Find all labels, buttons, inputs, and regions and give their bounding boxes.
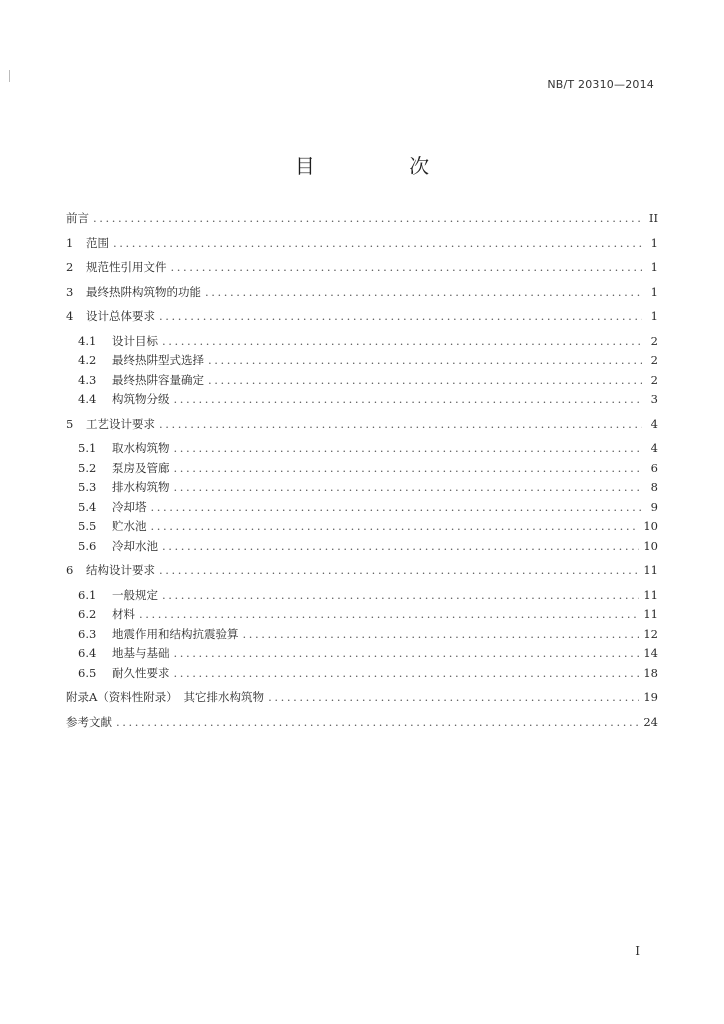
table-of-contents <box>66 209 658 732</box>
dot-leader <box>151 517 640 537</box>
dot-leader <box>174 664 640 684</box>
toc-subentry[interactable] <box>66 625 658 645</box>
toc-entry-page: 12 <box>643 626 658 641</box>
toc-entry-label: 工艺设计要求 <box>86 416 155 431</box>
toc-entry-page: 1 <box>650 260 658 274</box>
toc-entry-page: 1 <box>650 284 658 299</box>
toc-entry-label: 设计目标 <box>112 333 158 348</box>
toc-entry-page: 6 <box>650 460 658 475</box>
toc-subentry[interactable] <box>66 459 658 479</box>
dot-leader <box>93 209 642 229</box>
page-number: I <box>635 944 640 958</box>
toc-entry-number: 5.3 <box>78 480 97 494</box>
dot-leader <box>174 644 640 664</box>
toc-subentry[interactable] <box>66 478 658 498</box>
toc-entry-page: 9 <box>650 499 658 514</box>
toc-entry-page: 11 <box>643 607 658 621</box>
toc-entry-label: 取水构筑物 <box>112 441 170 455</box>
toc-entry-number: 5.5 <box>78 519 97 533</box>
toc-entry-label: 耐久性要求 <box>112 665 170 680</box>
dot-leader <box>162 332 642 352</box>
toc-entry-label: 结构设计要求 <box>86 563 155 577</box>
toc-entry-page: 11 <box>643 587 658 602</box>
toc-entry-page: II <box>648 211 658 225</box>
toc-entry[interactable] <box>66 307 658 327</box>
toc-subentry[interactable] <box>66 605 658 625</box>
dot-leader <box>268 688 639 708</box>
toc-entry-label: 最终热阱容量确定 <box>112 372 204 387</box>
toc-entry-number: 1 <box>66 235 74 250</box>
toc-entry-label: 地震作用和结构抗震验算 <box>112 626 239 641</box>
toc-subentry[interactable] <box>66 517 658 537</box>
toc-entry[interactable] <box>66 283 658 303</box>
toc-entry-number: 5.6 <box>78 538 97 553</box>
toc-subentry[interactable] <box>66 537 658 557</box>
toc-entry-page: 1 <box>650 235 658 250</box>
toc-subentry[interactable] <box>66 644 658 664</box>
toc-entry-number: 6 <box>66 563 74 577</box>
toc-entry-page: 2 <box>650 353 658 367</box>
dot-leader <box>113 234 642 254</box>
dot-leader <box>174 478 643 498</box>
toc-subentry[interactable] <box>66 586 658 606</box>
dot-leader <box>208 371 642 391</box>
dot-leader <box>116 713 639 733</box>
toc-entry-page: 8 <box>650 480 658 494</box>
dot-leader <box>159 561 639 581</box>
toc-entry[interactable] <box>66 688 658 708</box>
toc-entry-label: 前言 <box>66 211 89 225</box>
toc-entry-label: 构筑物分级 <box>112 392 170 406</box>
toc-subentry[interactable] <box>66 390 658 410</box>
toc-entry-label: 规范性引用文件 <box>86 260 167 274</box>
toc-subentry[interactable] <box>66 439 658 459</box>
toc-entry-number: 6.4 <box>78 646 97 660</box>
toc-subentry[interactable] <box>66 498 658 518</box>
toc-entry-page: 10 <box>643 538 658 553</box>
toc-entry[interactable] <box>66 713 658 733</box>
toc-entry-page: 3 <box>650 392 658 406</box>
toc-entry-number: 4.4 <box>78 392 97 406</box>
toc-entry[interactable] <box>66 415 658 435</box>
toc-entry[interactable] <box>66 561 658 581</box>
toc-entry-label: 一般规定 <box>112 587 158 602</box>
toc-subentry[interactable] <box>66 332 658 352</box>
toc-subentry[interactable] <box>66 664 658 684</box>
toc-entry-number: 6.2 <box>78 607 97 621</box>
dot-leader <box>139 605 639 625</box>
toc-entry-number: 5.1 <box>78 441 97 455</box>
toc-entry-number: 4.3 <box>78 372 97 387</box>
toc-entry-page: 2 <box>650 372 658 387</box>
toc-entry[interactable] <box>66 234 658 254</box>
toc-entry-number: 6.3 <box>78 626 97 641</box>
dot-leader <box>151 498 643 518</box>
toc-entry-page: 1 <box>650 309 658 323</box>
toc-entry-label: 设计总体要求 <box>86 309 155 323</box>
toc-entry-page: 24 <box>643 714 658 729</box>
toc-entry-number: 5 <box>66 416 74 431</box>
dot-leader <box>162 586 639 606</box>
toc-subentry[interactable] <box>66 351 658 371</box>
dot-leader <box>208 351 642 371</box>
toc-entry-page: 19 <box>643 690 658 704</box>
toc-entry-page: 18 <box>643 665 658 680</box>
dot-leader <box>243 625 640 645</box>
toc-entry-label: 附录A（资料性附录） 其它排水构筑物 <box>66 690 265 704</box>
dot-leader <box>174 459 643 479</box>
toc-entry-label: 泵房及管廊 <box>112 460 170 475</box>
toc-entry-number: 3 <box>66 284 74 299</box>
toc-entry-number: 2 <box>66 260 74 274</box>
dot-leader <box>162 537 639 557</box>
toc-entry-page: 10 <box>643 519 658 533</box>
standard-code: NB/T 20310—2014 <box>547 78 654 91</box>
toc-entry-label: 冷却水池 <box>112 538 158 553</box>
toc-entry-label: 材料 <box>112 607 135 621</box>
toc-entry-page: 14 <box>643 646 658 660</box>
toc-entry-label: 最终热阱型式选择 <box>112 353 204 367</box>
toc-entry[interactable] <box>66 209 658 229</box>
toc-entry-page: 4 <box>650 441 658 455</box>
toc-entry-number: 5.2 <box>78 460 97 475</box>
toc-entry-label: 冷却塔 <box>112 499 147 514</box>
dot-leader <box>174 390 643 410</box>
toc-entry-label: 最终热阱构筑物的功能 <box>86 284 201 299</box>
toc-entry-number: 6.5 <box>78 665 97 680</box>
toc-entry[interactable] <box>66 258 658 278</box>
toc-entry-page: 11 <box>643 563 658 577</box>
toc-entry-number: 4 <box>66 309 74 323</box>
toc-entry-number: 6.1 <box>78 587 97 602</box>
page-title: 目 次 <box>294 154 474 178</box>
toc-entry-label: 贮水池 <box>112 519 147 533</box>
toc-entry-label: 排水构筑物 <box>112 480 170 494</box>
dot-leader <box>205 283 642 303</box>
toc-entry-page: 2 <box>650 333 658 348</box>
dot-leader <box>171 258 643 278</box>
toc-subentry[interactable] <box>66 371 658 391</box>
dot-leader <box>159 307 642 327</box>
toc-entry-page: 4 <box>650 416 658 431</box>
toc-entry-number: 5.4 <box>78 499 97 514</box>
toc-entry-number: 4.1 <box>78 333 97 348</box>
toc-entry-label: 范围 <box>86 235 109 250</box>
dot-leader <box>174 439 643 459</box>
scan-edge-mark <box>9 70 10 82</box>
dot-leader <box>159 415 642 435</box>
toc-entry-label: 参考文献 <box>66 714 112 729</box>
toc-entry-number: 4.2 <box>78 353 97 367</box>
toc-entry-label: 地基与基础 <box>112 646 170 660</box>
